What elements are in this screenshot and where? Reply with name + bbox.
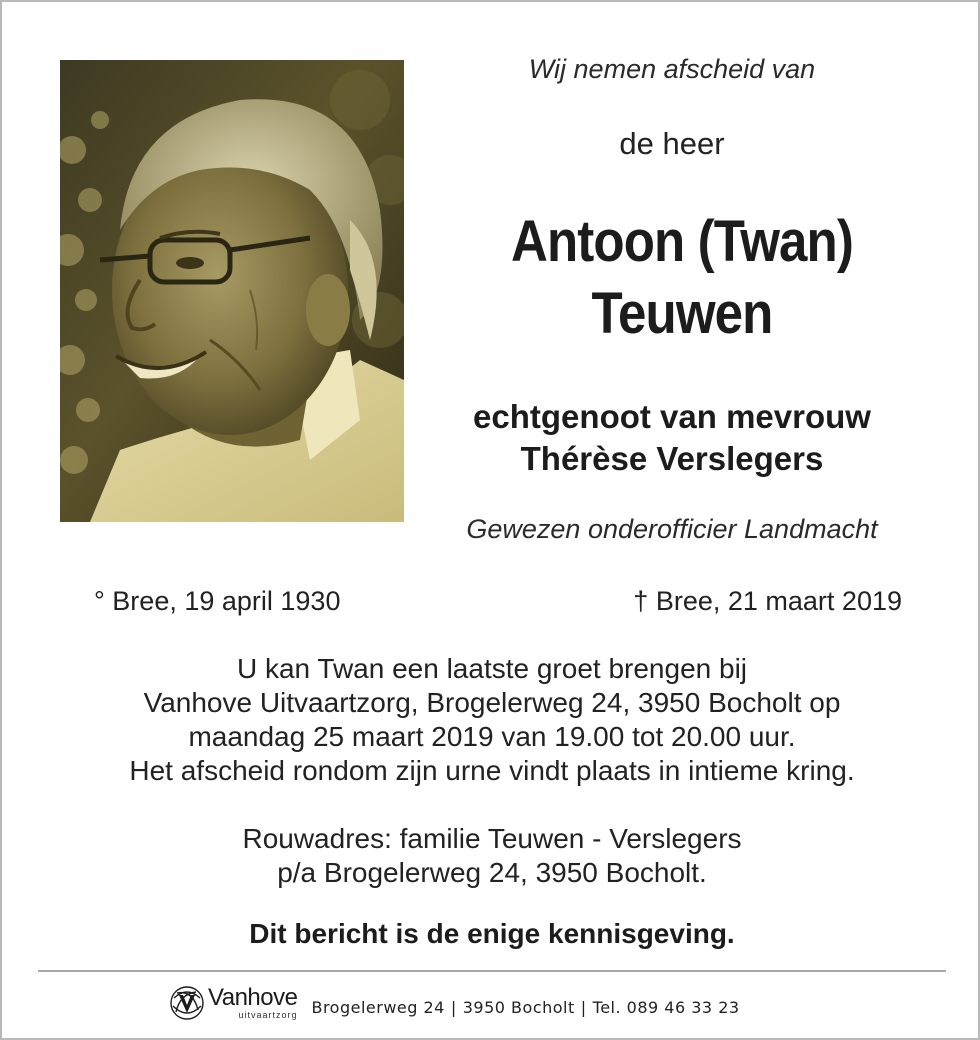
intro-text: Wij nemen afscheid van: [528, 54, 816, 84]
honorific: de heer: [619, 126, 725, 161]
name-surname: Teuwen: [591, 281, 773, 346]
spouse-name: Thérèse Verslegers: [520, 440, 824, 477]
name-first-line: Antoon (Twan): [511, 209, 853, 274]
visitation-line: maandag 25 maart 2019 van 19.00 tot 20.00 uur.: [188, 721, 796, 752]
spouse-line1: echtgenoot van mevrouw: [473, 398, 871, 435]
logo-name: Vanhove: [208, 984, 298, 1011]
logo-mark-icon: [168, 984, 206, 1022]
visitation-info: [42, 652, 942, 788]
footer: [168, 978, 740, 1028]
deceased-name: [471, 206, 893, 350]
birth-date: ° Bree, 19 april 1930: [94, 586, 341, 616]
mourning-address: [42, 822, 942, 890]
notice-text: Dit bericht is de enige kennisgeving.: [249, 918, 735, 949]
portrait-photo: [60, 60, 404, 522]
logo-subtitle: uitvaartzorg: [238, 1010, 298, 1020]
footer-divider: [38, 970, 946, 972]
vanhove-logo: [168, 984, 297, 1022]
visitation-line: Het afscheid rondom zijn urne vindt plaats in intieme kring.: [129, 755, 855, 786]
footer-city: 3950 Bocholt: [462, 997, 575, 1017]
separator: |: [580, 997, 587, 1017]
separator: |: [450, 997, 457, 1017]
death-date: [633, 586, 902, 617]
footer-street: Brogelerweg 24: [311, 997, 445, 1017]
spouse-info: [442, 396, 902, 480]
occupation: Gewezen onderofficier Landmacht: [466, 514, 878, 544]
visitation-line: Vanhove Uitvaartzorg, Brogelerweg 24, 3950 Bocholt op: [143, 687, 841, 718]
visitation-line: U kan Twan een laatste groet brengen bij: [236, 653, 748, 684]
contact-info: [311, 998, 739, 1017]
address-line: p/a Brogelerweg 24, 3950 Bocholt.: [277, 857, 707, 888]
death-date-text: Bree, 21 maart 2019: [655, 586, 902, 616]
address-line: Rouwadres: familie Teuwen - Verslegers: [242, 823, 742, 854]
footer-phone: Tel. 089 46 33 23: [592, 997, 740, 1017]
cross-icon: †: [633, 586, 649, 616]
